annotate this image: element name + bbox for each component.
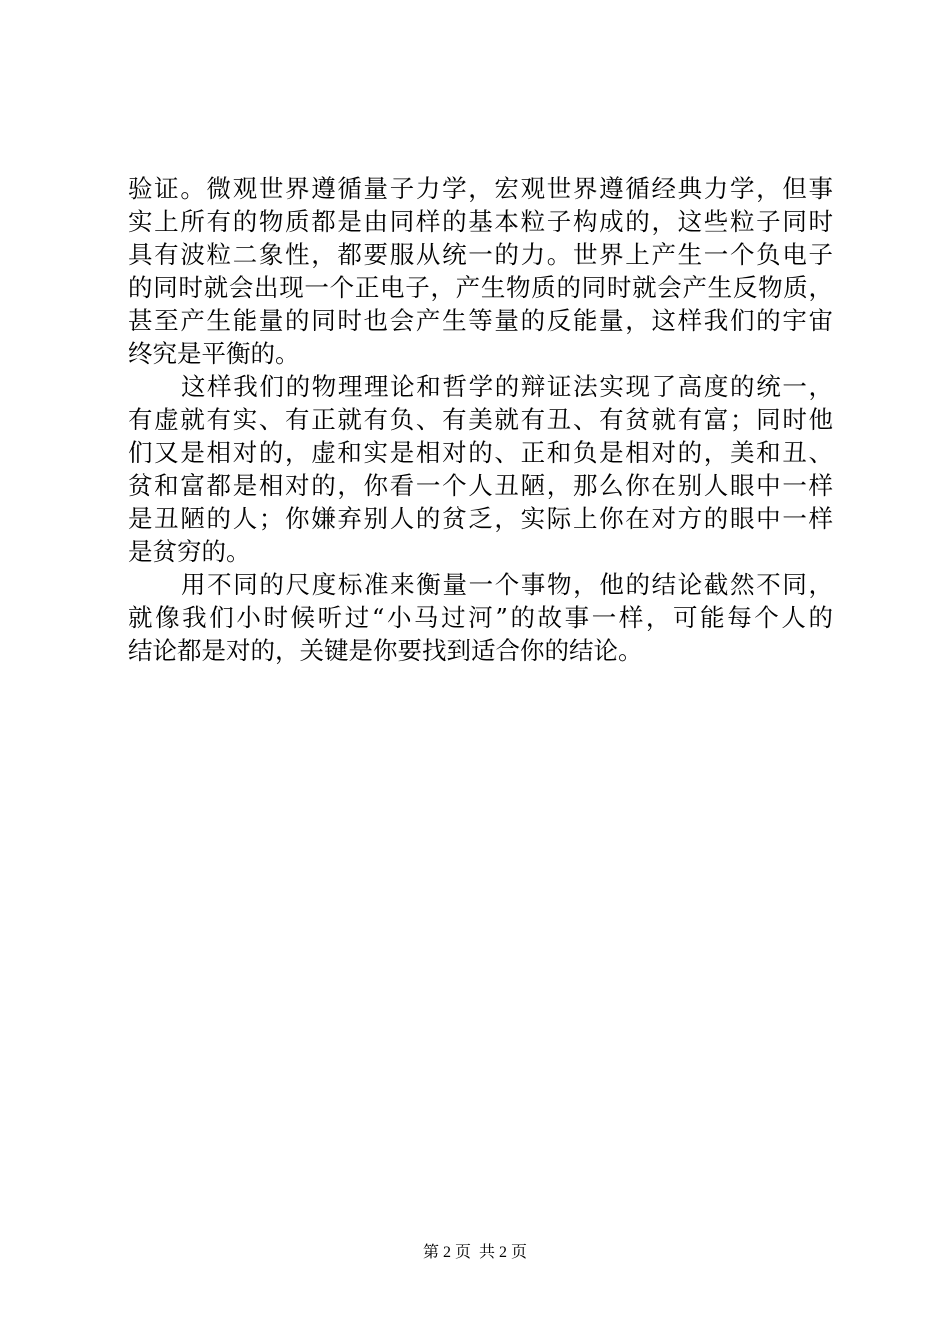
text-line: 的同时就会出现一个正电子，产生物质的同时就会产生反物质， bbox=[128, 273, 833, 302]
paragraph-3 bbox=[128, 568, 833, 667]
text-line: 终究是平衡的。 bbox=[128, 339, 300, 368]
document-body bbox=[128, 172, 833, 667]
text-line: 有虚就有实、有正就有负、有美就有丑、有贫就有富；同时他 bbox=[128, 405, 833, 434]
text-line: 这样我们的物理理论和哲学的辩证法实现了高度的统一， bbox=[181, 372, 833, 401]
page-number-label: 第 2 页 共 2 页 bbox=[422, 1244, 527, 1261]
text-line: 验证。微观世界遵循量子力学，宏观世界遵循经典力学，但事 bbox=[128, 174, 833, 203]
text-line: 们又是相对的，虚和实是相对的、正和负是相对的，美和丑、 bbox=[128, 438, 833, 467]
paragraph-1 bbox=[128, 172, 833, 370]
page-footer bbox=[0, 1243, 950, 1263]
text-line: 就像我们小时候听过“小马过河”的故事一样，可能每个人的 bbox=[128, 603, 833, 632]
text-line: 甚至产生能量的同时也会产生等量的反能量，这样我们的宇宙 bbox=[128, 306, 833, 335]
text-line: 贫和富都是相对的，你看一个人丑陋，那么你在别人眼中一样 bbox=[128, 471, 833, 500]
text-line: 是丑陋的人；你嫌弃别人的贫乏，实际上你在对方的眼中一样 bbox=[128, 504, 833, 533]
text-line: 是贫穷的。 bbox=[128, 537, 251, 566]
text-line: 结论都是对的，关键是你要找到适合你的结论。 bbox=[128, 636, 643, 665]
text-line: 用不同的尺度标准来衡量一个事物，他的结论截然不同， bbox=[181, 570, 833, 599]
paragraph-2 bbox=[128, 370, 833, 568]
text-line: 实上所有的物质都是由同样的基本粒子构成的，这些粒子同时 bbox=[128, 207, 833, 236]
text-line: 具有波粒二象性，都要服从统一的力。世界上产生一个负电子 bbox=[128, 240, 833, 269]
